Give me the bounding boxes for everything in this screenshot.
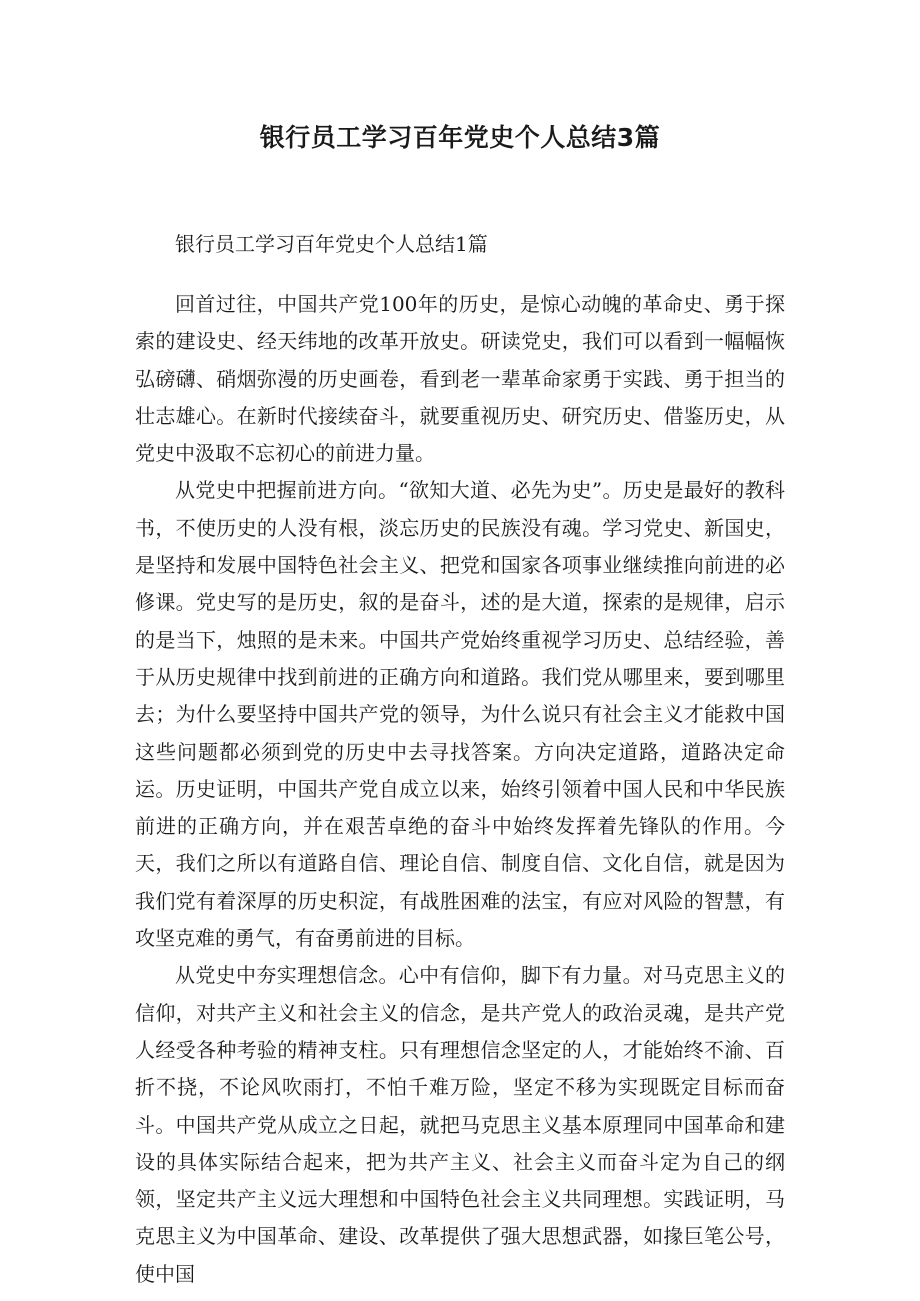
document-body bbox=[135, 286, 785, 1293]
paragraph-3: 从党史中夯实理想信念。心中有信仰，脚下有力量。对马克思主义的信仰，对共产主义和社会主义的信念，是共产党人的政治灵魂，是共产党人经受各种考验的精神支柱。只有理想信念坚定的人，才能始终不渝、百折不挠，不论风吹雨打，不怕千难万险，坚定不移为实现既定目标而奋斗。中国共产党从成立之日起，就把马克思主义基本原理同中国革命和建设的具体实际结合起来，把为共产主义、社会主义而奋斗定为自己的纲领，坚定共产主义远大理想和中国特色社会主义共同理想。实践证明，马克思主义为中国革命、建设、改革提供了强大思想武器，如掾巨笔公号，使中国 bbox=[135, 963, 785, 1286]
paragraph-2: 从党史中把握前进方向。“欲知大道、必先为史”。历史是最好的教科书，不使历史的人没有根，淡忘历史的民族没有魂。学习党史、新国史，是坚持和发展中国特色社会主义、把党和国家各项事业继续推向前进的必修课。党史写的是历史，叙的是奋斗，述的是大道，探索的是规律，启示的是当下，烛照的是未来。中国共产党始终重视学习历史、总结经验，善于从历史规律中找到前进的正确方向和道路。我们党从哪里来，要到哪里去；为什么要坚持中国共产党的领导，为什么说只有社会主义才能救中国这些问题都必须到党的历史中去寻找答案。方向决定道路，道路决定命运。历史证明，中国共产党自成立以来，始终引领着中国人民和中华民族前进的正确方向，并在艰苦卓绝的奋斗中始终发挥着先锋队的作用。今天，我们之所以有道路自信、理论自信、制度自信、文化自信，就是因为我们党有着深厚的历史积淀，有战胜困难的法宝，有应对风险的智慧，有攻坚克难的勇气，有奋勇前进的目标。 bbox=[135, 478, 785, 951]
paragraph-1: 回首过往，中国共产党100年的历史，是惊心动魄的革命史、勇于探索的建设史、经天纬地的改革开放史。研读党史，我们可以看到一幅幅恢弘磅礴、硝烟弥漫的历史画卷，看到老一辈革命家勇于实践、勇于担当的壮志雄心。在新时代接续奋斗，就要重视历史、研究历史、借鉴历史，从党史中汲取不忘初心的前进力量。 bbox=[135, 292, 785, 466]
document-title: 银行员工学习百年党史个人总结3篇 bbox=[259, 123, 661, 152]
section-heading: 银行员工学习百年党史个人总结1篇 bbox=[175, 232, 488, 256]
